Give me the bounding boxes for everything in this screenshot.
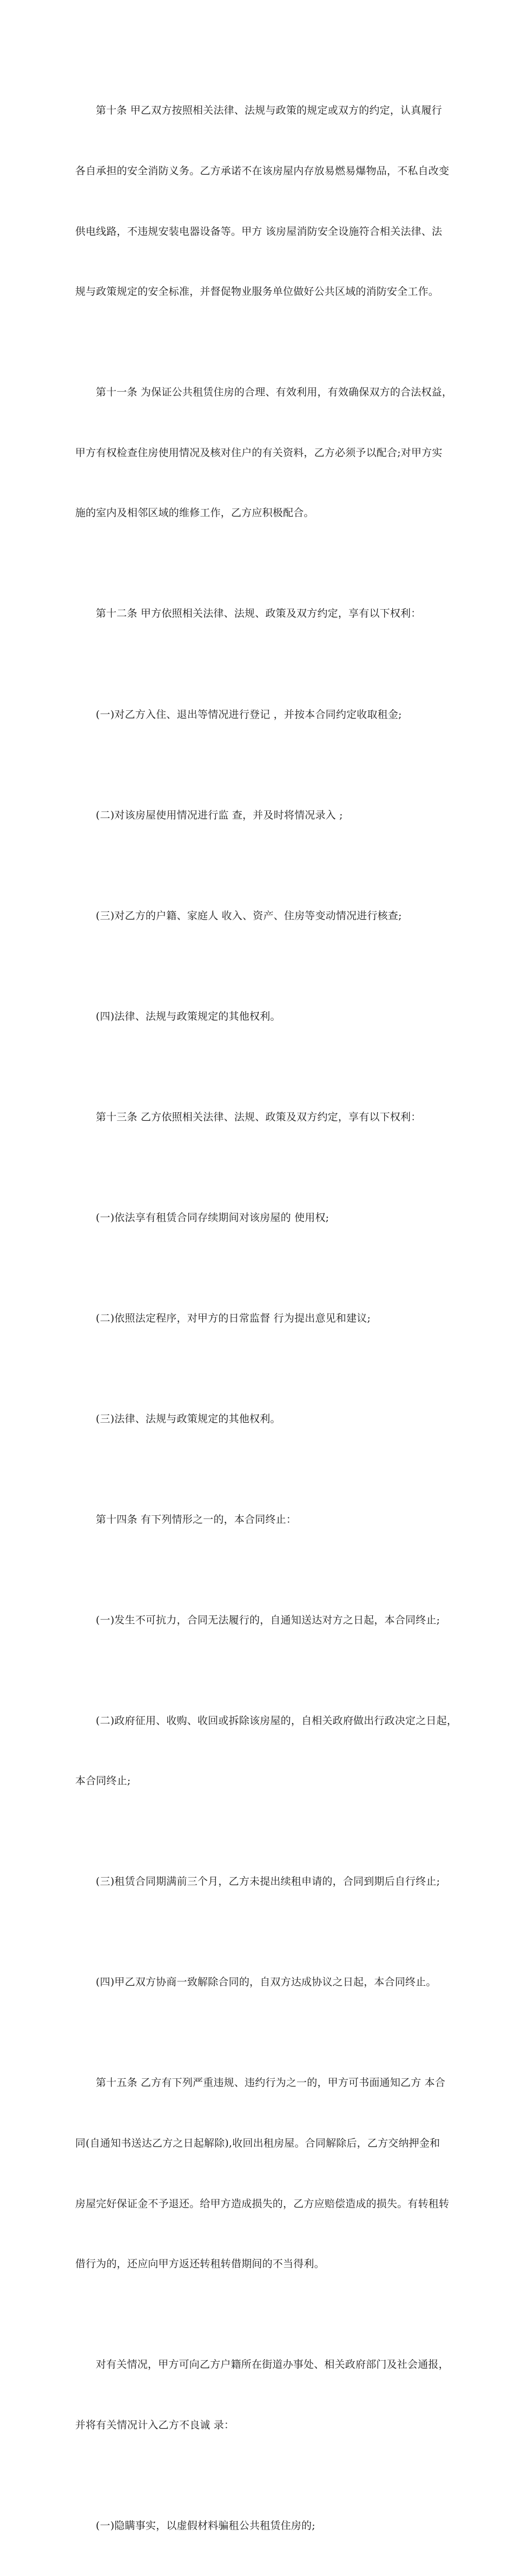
text-line: 第十三条 乙方依照相关法律、法规、政策及双方约定，享有以下权利： (96, 1111, 421, 1123)
text-line: 供电线路，不违规安装电器设备等。甲方 该房屋消防安全设施符合相关法律、法 (75, 225, 443, 237)
paragraph-article-10 (75, 61, 450, 342)
text-line: 房屋完好保证金不予退还。给甲方造成损失的，乙方应赔偿造成的损失。有转租转 (75, 2197, 450, 2210)
paragraph-article-11 (75, 342, 453, 564)
text-line: 第十条 甲乙双方按照相关法律、法规与政策的规定或双方的约定，认真履行 (96, 104, 442, 117)
text-line: 施的室内及相邻区域的维修工作，乙方应积极配合。 (75, 507, 314, 519)
text-line: (二)政府征用、收购、收回或拆除该房屋的，自相关政府做出行政决定之日起， (96, 1714, 458, 1727)
list-item (75, 664, 443, 765)
text-line: 第十二条 甲方依照相关法律、法规、政策及双方约定，享有以下权利： (96, 607, 421, 620)
paragraph-article-13 (75, 1067, 443, 1167)
text-line: 甲方有权检查住房使用情况及核对住户的有关资料，乙方必须予以配合;对甲方实 (75, 446, 443, 459)
list-item (75, 1832, 443, 1932)
text-line: 第十四条 有下列情形之一的，本合同终止： (96, 1513, 297, 1525)
text-line: 第十一条 为保证公共租赁住房的合理、有效利用，有效确保双方的合法权益， (96, 386, 453, 399)
text-line: (三)法律、法规与政策规定的其他权利。 (96, 1412, 281, 1425)
paragraph-report (75, 2315, 449, 2476)
text-line: (三)对乙方的户籍、家庭人 收入、资产、住房等变动情况进行核查; (96, 909, 402, 922)
text-line: (一)对乙方入住、退出等情况进行登记 ，并按本合同约定收取租金; (96, 708, 402, 721)
paragraph-article-12 (75, 564, 443, 664)
list-item (75, 1670, 458, 1832)
list-item (75, 1570, 443, 1670)
list-item (75, 866, 443, 966)
list-item (75, 966, 443, 1067)
text-line: (一)依法享有租赁合同存续期间对该房屋的 使用权; (96, 1211, 330, 1224)
text-line: (四)甲乙双方协商一致解除合同的，自双方达成协议之日起，本合同终止。 (96, 1976, 437, 1989)
text-line: (四)法律、法规与政策规定的其他权利。 (96, 1010, 281, 1022)
text-line: (二)依照法定程序，对甲方的日常监督 行为提出意见和建议; (96, 1312, 371, 1324)
text-line: 规与政策规定的安全标准，并督促物业服务单位做好公共区域的消防安全工作。 (75, 286, 439, 298)
text-line: (一)隐瞒事实，以虚假材料骗租公共租赁住房的; (96, 2519, 315, 2532)
list-item (75, 1369, 443, 1469)
text-line: (三)租赁合同期满前三个月，乙方未提出续租申请的，合同到期后自行终止; (96, 1875, 440, 1888)
text-line: 第十五条 乙方有下列严重违规、违约行为之一的，甲方可书面通知乙方 本合 (96, 2077, 446, 2089)
text-line: 并将有关情况计入乙方不良诚 录： (75, 2419, 235, 2431)
list-item (75, 2475, 443, 2576)
paragraph-article-14 (75, 1469, 443, 1570)
list-item (75, 1167, 443, 1268)
text-line: 本合同终止; (75, 1775, 131, 1787)
text-line: 对有关情况，甲方可向乙方户籍所在街道办事处、相关政府部门及社会通报， (96, 2359, 449, 2371)
text-line: (一)发生不可抗力，合同无法履行的，自通知送达对方之日起，本合同终止; (96, 1614, 440, 1626)
text-line: 借行为的，还应向甲方返还转租转借期间的不当得利。 (75, 2258, 325, 2270)
paragraph-article-15 (75, 2033, 450, 2315)
list-item (75, 765, 443, 866)
text-line: (二)对该房屋使用情况进行监 查，并及时将情况录入 ; (96, 809, 343, 821)
text-line: 同(自通知书送达乙方之日起解除),收回出租房屋。合同解除后，乙方交纳押金和 (75, 2137, 440, 2149)
text-line: 各自承担的安全消防义务。乙方承诺不在该房屋内存放易燃易爆物品，不私自改变 (75, 165, 450, 177)
list-item (75, 1268, 443, 1369)
list-item (75, 1932, 443, 2033)
document-body (75, 61, 458, 2576)
